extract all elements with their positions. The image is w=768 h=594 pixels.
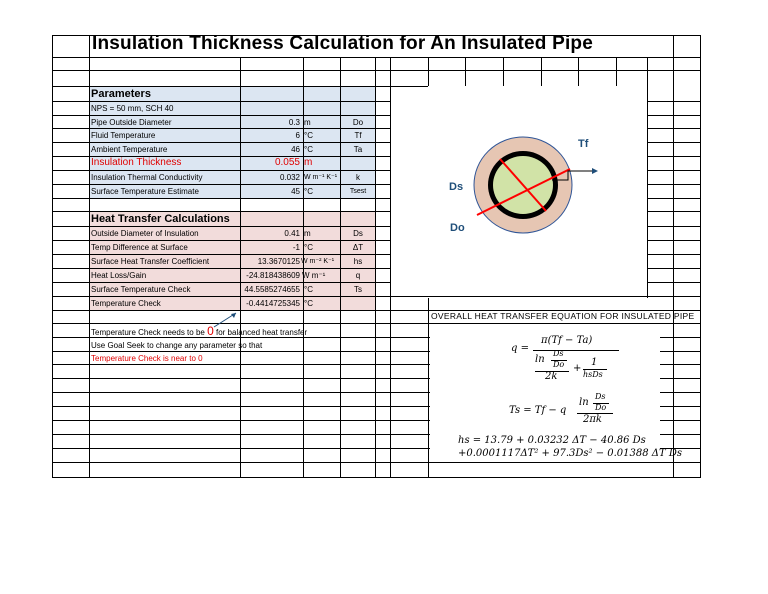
note-zero: 0 <box>207 324 214 338</box>
calc-value[interactable]: 44.5585274655 <box>244 285 300 294</box>
param-value[interactable]: 46 <box>291 145 300 154</box>
calc-value[interactable]: -1 <box>292 243 300 252</box>
calc-symbol[interactable]: Ts <box>354 285 362 294</box>
calc-unit[interactable]: °C <box>304 243 313 252</box>
calc-value[interactable]: -24.818438609 <box>246 271 300 280</box>
calc-label[interactable]: Outside Diameter of Insulation <box>91 229 199 238</box>
calc-symbol[interactable]: hs <box>353 257 363 266</box>
q-lhs: q = <box>511 343 529 354</box>
ts-ln-num: Ds <box>595 392 606 401</box>
hs-equation-line2: +0.0001117ΔT² + 97.3Ds² − 0.01388 ΔT Ds <box>458 448 683 459</box>
ds-label: Ds <box>449 181 464 193</box>
param-label[interactable]: Pipe Outside Diameter <box>91 118 172 127</box>
q-one: 1 <box>591 357 598 368</box>
q-ln-den: Do <box>553 360 565 369</box>
calc-unit[interactable]: °C <box>304 285 313 294</box>
calc-value[interactable]: -0.4414725345 <box>246 299 300 308</box>
param-unit[interactable]: m <box>304 118 311 127</box>
param-label[interactable]: Insulation Thermal Conductivity <box>91 173 203 182</box>
pipe-cross-section-diagram <box>440 125 620 245</box>
calc-unit[interactable]: W m⁻² K⁻¹ <box>301 258 335 265</box>
param-value[interactable]: 45 <box>291 187 300 196</box>
sheet-title: Insulation Thickness Calculation for An Insulated Pipe <box>92 33 594 54</box>
ts-2pik: 2πk <box>583 414 602 425</box>
ts-lhs: Ts = Tf − q <box>509 405 567 416</box>
calc-value[interactable]: 0.41 <box>284 229 300 238</box>
nps-label[interactable]: NPS = 50 mm, SCH 40 <box>91 104 174 113</box>
calc-label[interactable]: Surface Temperature Check <box>91 285 191 294</box>
note-text-b: for balanced heat transfer <box>216 328 308 337</box>
param-unit[interactable]: °C <box>304 131 313 140</box>
calc-symbol[interactable]: q <box>355 271 361 280</box>
equations-header: OVERALL HEAT TRANSFER EQUATION FOR INSULATED PIPE <box>431 311 695 321</box>
hs-equation-line1: hs = 13.79 + 0.03232 ΔT − 40.86 Ds <box>458 435 646 446</box>
calc-unit[interactable]: m <box>304 229 311 238</box>
calc-unit[interactable]: °C <box>304 299 313 308</box>
note-text-a: Temperature Check needs to be <box>91 328 205 337</box>
param-symbol[interactable]: k <box>356 173 360 182</box>
calc-label[interactable]: Temperature Check <box>91 299 161 308</box>
q-fraction-bar <box>533 350 619 351</box>
insulation-thickness-value[interactable]: 0.055 <box>274 157 300 168</box>
note-goal-seek[interactable]: Use Goal Seek to change any parameter so that <box>91 341 263 350</box>
calc-symbol[interactable]: ΔT <box>352 243 364 252</box>
insulation-thickness-unit[interactable]: m <box>304 157 313 168</box>
param-label[interactable]: Fluid Temperature <box>91 131 156 140</box>
callout-arrow-icon <box>210 310 240 328</box>
param-symbol[interactable]: Tf <box>354 131 362 140</box>
param-label[interactable]: Ambient Temperature <box>91 145 168 154</box>
q-ln: ln <box>535 354 545 365</box>
param-symbol[interactable]: Ta <box>353 145 363 154</box>
calc-label[interactable]: Heat Loss/Gain <box>91 271 147 280</box>
param-symbol[interactable]: Do <box>352 118 364 127</box>
calculations-header: Heat Transfer Calculations <box>91 213 230 225</box>
note-temp-check[interactable] <box>91 326 307 338</box>
insulation-thickness-label[interactable]: Insulation Thickness <box>91 157 182 168</box>
note-near-zero[interactable]: Temperature Check is near to 0 <box>91 354 203 363</box>
q-ln-num: Ds <box>553 349 564 358</box>
ts-ln-den: Do <box>595 403 607 412</box>
param-unit[interactable]: °C <box>304 187 313 196</box>
param-value[interactable]: 0.032 <box>279 173 300 182</box>
param-unit[interactable]: W m⁻¹ K⁻¹ <box>304 174 338 181</box>
q-numerator: π(Tf − Ta) <box>541 335 593 346</box>
param-symbol[interactable]: Tsest <box>349 188 367 195</box>
ts-ln: ln <box>579 397 589 408</box>
tf-label: Tf <box>578 138 589 150</box>
param-label[interactable]: Surface Temperature Estimate <box>91 187 199 196</box>
calc-unit[interactable]: W m⁻¹ <box>302 271 326 280</box>
param-value[interactable]: 6 <box>295 131 300 140</box>
q-hsds: hsDs <box>583 370 603 379</box>
param-unit[interactable]: °C <box>304 145 313 154</box>
calc-label[interactable]: Surface Heat Transfer Coefficient <box>91 257 210 266</box>
param-value[interactable]: 0.3 <box>288 118 300 127</box>
q-plus: + <box>573 363 582 374</box>
calc-label[interactable]: Temp Difference at Surface <box>91 243 188 252</box>
calc-value[interactable]: 13.3670125 <box>257 257 300 266</box>
q-2k: 2k <box>545 371 558 382</box>
do-label: Do <box>450 222 465 234</box>
parameters-header: Parameters <box>91 88 151 100</box>
tf-arrow-icon <box>592 168 598 174</box>
calc-symbol[interactable]: Ds <box>353 229 363 238</box>
